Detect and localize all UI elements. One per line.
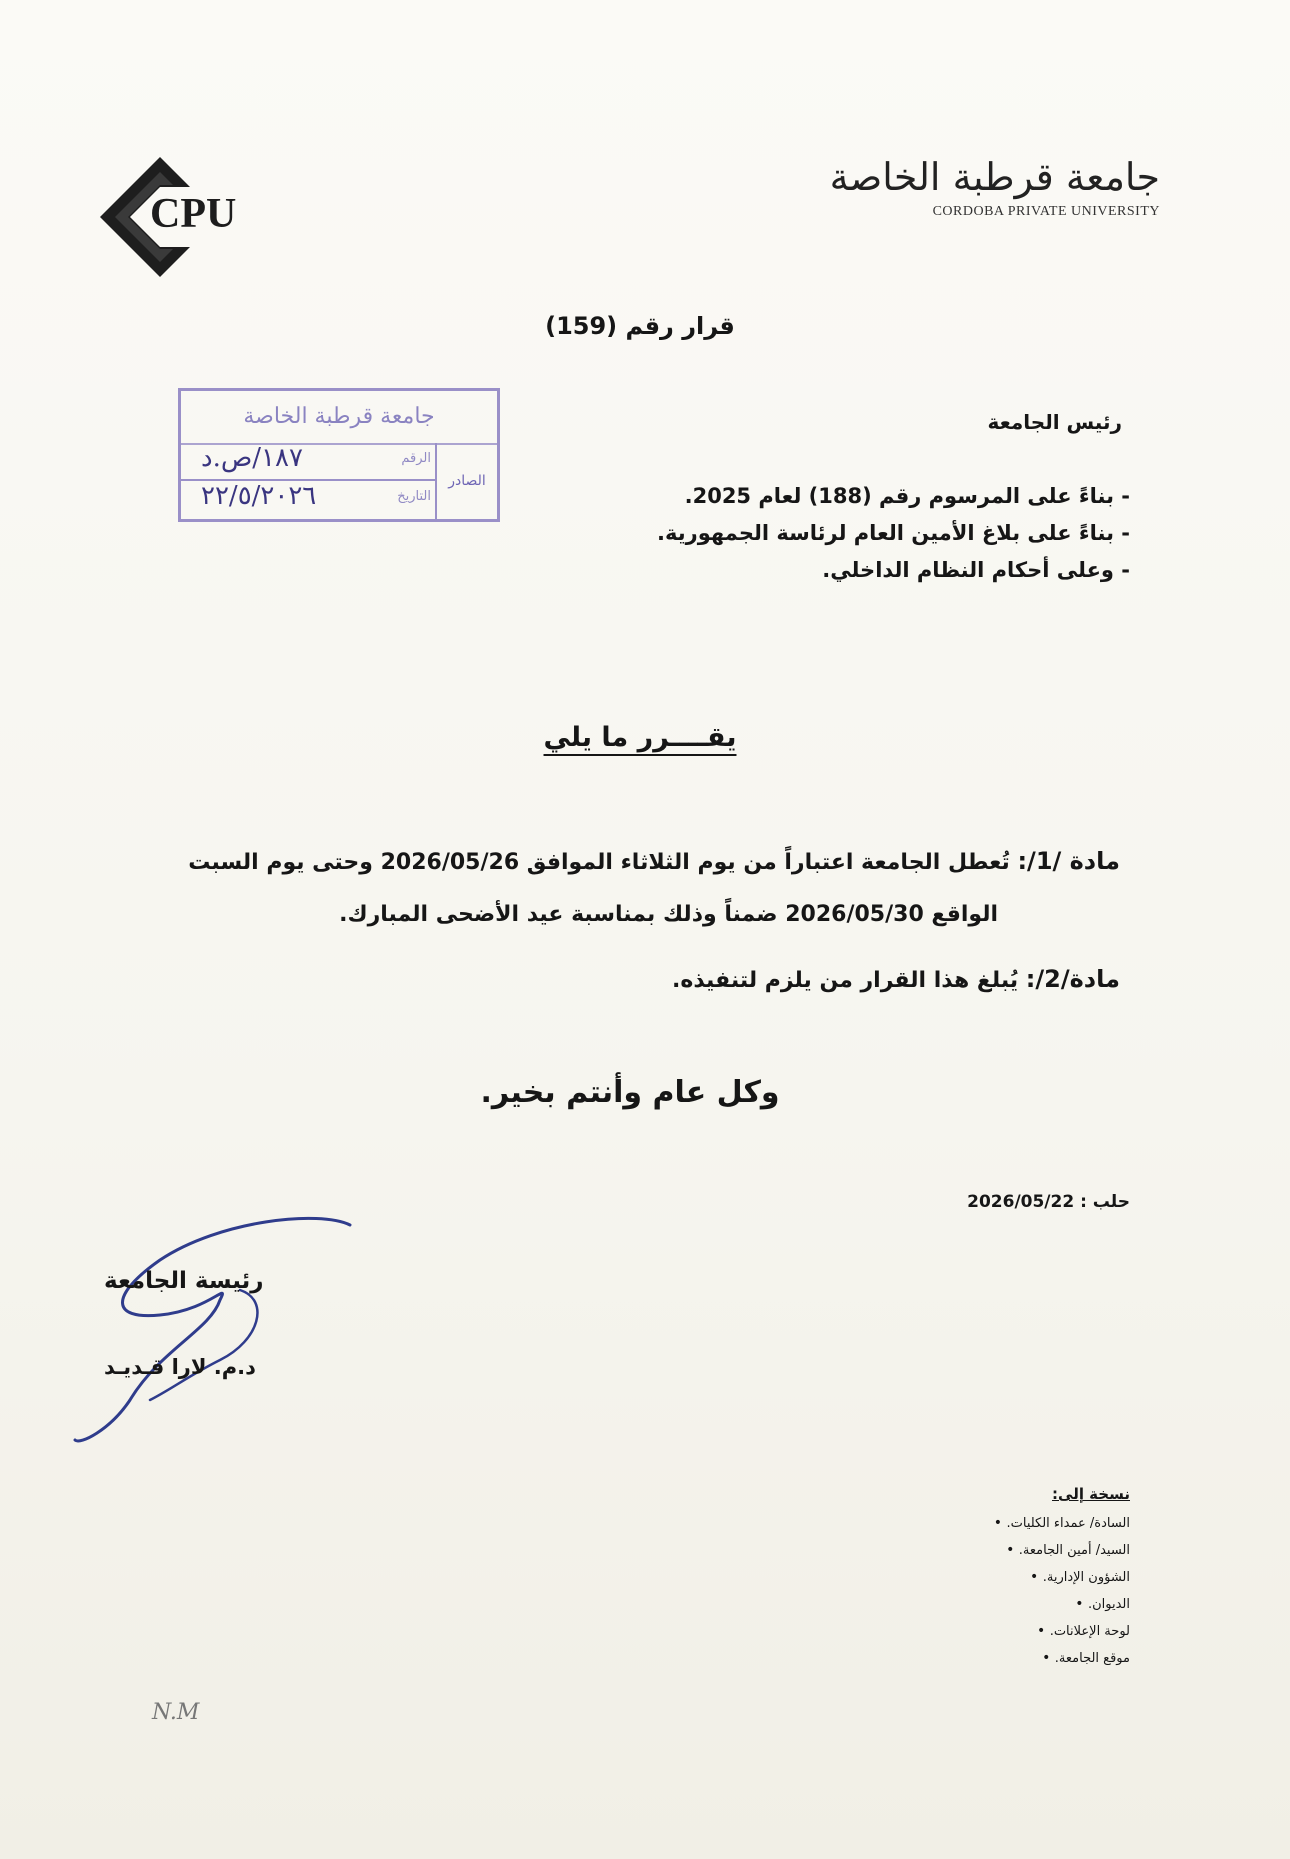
decision-title: قرار رقم (159): [545, 312, 735, 340]
stamp-top-text: جامعة قرطبة الخاصة: [181, 391, 497, 445]
stamp-date-label: التاريخ: [397, 489, 431, 504]
signatory-name: د.م. لارا قـديـد: [104, 1355, 256, 1379]
article-2-label: مادة/2/:: [1025, 965, 1120, 993]
article-2: [672, 965, 1120, 993]
issue-date: حلب : 2026/05/22: [967, 1192, 1130, 1212]
stamp-date-value: ٢٢/٥/٢٠٢٦: [201, 481, 317, 511]
premises-list: [430, 478, 1130, 589]
signatory-title: رئيسة الجامعة: [104, 1268, 264, 1294]
university-name-arabic: جامعة قرطبة الخاصة: [829, 155, 1160, 199]
stamp-number-label: الرقم: [401, 451, 431, 466]
copy-to-item: لوحة الإعلانات. •: [830, 1618, 1130, 1645]
premise-item: - وعلى أحكام النظام الداخلي.: [430, 552, 1130, 589]
university-name-english: CORDOBA PRIVATE UNIVERSITY: [932, 204, 1160, 219]
stamp-number-value: ١٨٧/ص.د: [201, 443, 303, 473]
copy-to-item: السادة/ عمداء الكليات. •: [830, 1510, 1130, 1537]
stamp-date-row: [181, 479, 437, 519]
copy-to-item: السيد/ أمين الجامعة. •: [830, 1537, 1130, 1564]
premise-item: - بناءً على المرسوم رقم (188) لعام 2025.: [430, 478, 1130, 515]
article-2-line1: يُبلغ هذا القرار من يلزم لتنفيذه.: [671, 968, 1019, 993]
president-label: رئيس الجامعة: [987, 410, 1122, 434]
premise-item: - بناءً على بلاغ الأمين العام لرئاسة الجمهورية.: [430, 515, 1130, 552]
decides-heading: يقــــرر ما يلي: [543, 722, 737, 753]
typist-initials: N.M: [152, 1700, 200, 1725]
stamp-side-label: الصادر: [435, 443, 497, 519]
stamp-number-row: [181, 443, 437, 481]
copy-to-item: الديوان. •: [830, 1591, 1130, 1618]
handwritten-signature-icon: [70, 1200, 370, 1450]
article-1-line2: الواقع 2026/05/30 ضمناً وذلك بمناسبة عيد الأضحى المبارك.: [339, 902, 998, 927]
cpu-logo-text: CPU: [150, 191, 237, 237]
copy-to-list: [830, 1510, 1130, 1672]
copy-to-item: موقع الجامعة. •: [830, 1645, 1130, 1672]
copy-to-title: نسخة إلى:: [1052, 1485, 1130, 1503]
article-1-label: مادة /1/:: [1017, 847, 1120, 875]
article-1: [120, 845, 1120, 879]
greeting: وكل عام وأنتم بخير.: [480, 1075, 780, 1110]
copy-to-item: الشؤون الإدارية. •: [830, 1564, 1130, 1591]
article-1-line1: تُعطل الجامعة اعتباراً من يوم الثلاثاء الموافق 2026/05/26 وحتى يوم السبت: [188, 850, 1010, 875]
